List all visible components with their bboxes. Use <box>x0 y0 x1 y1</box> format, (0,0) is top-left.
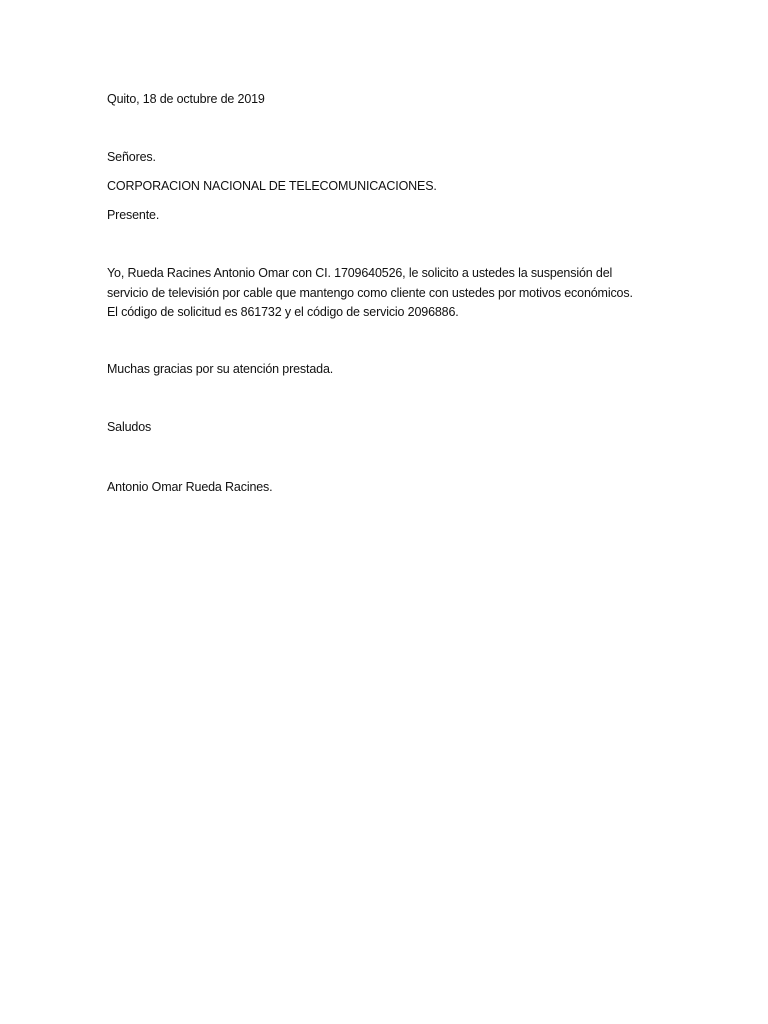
letter-recipient: CORPORACION NACIONAL DE TELECOMUNICACIONES. <box>107 179 437 193</box>
body-line: El código de solicitud es 861732 y el código de servicio 2096886. <box>107 305 459 319</box>
body-line: Yo, Rueda Racines Antonio Omar con CI. 1709640526, le solicito a ustedes la suspensión del <box>107 266 613 280</box>
letter-signature: Antonio Omar Rueda Racines. <box>107 480 273 494</box>
body-line: servicio de televisión por cable que mantengo como cliente con ustedes por motivos económicos. <box>107 285 633 300</box>
letter-presente: Presente. <box>107 208 160 222</box>
letter-date: Quito, 18 de octubre de 2019 <box>107 92 265 106</box>
letter-salutation: Señores. <box>107 150 156 164</box>
letter-thanks: Muchas gracias por su atención prestada. <box>107 362 334 376</box>
letter-closing: Saludos <box>107 420 152 434</box>
